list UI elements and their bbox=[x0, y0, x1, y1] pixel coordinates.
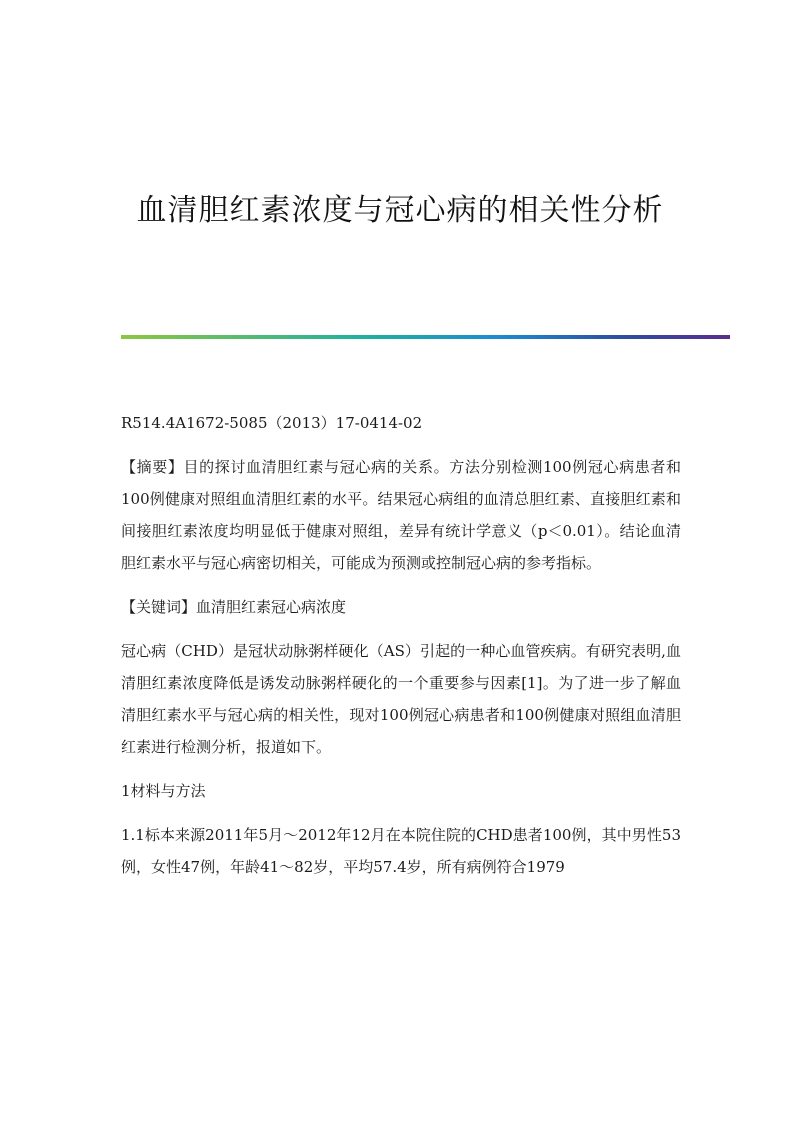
article-body bbox=[121, 407, 681, 895]
keywords-paragraph: 【关键词】血清胆红素冠心病浓度 bbox=[121, 598, 347, 616]
methods-paragraph: 1.1标本来源2011年5月～2012年12月在本院住院的CHD患者100例，其中男性53例，女性47例，年龄41～82岁，平均57.4岁，所有病例符合1979 bbox=[121, 826, 681, 876]
page-title: 血清胆红素浓度与冠心病的相关性分析 bbox=[136, 193, 664, 228]
intro-paragraph: 冠心病（CHD）是冠状动脉粥样硬化（AS）引起的一种心血管疾病。有研究表明,血清胆红素浓度降低是诱发动脉粥样硬化的一个重要参与因素[1]。为了进一步了解血清胆红素水平与冠心病的相关性，现对100例冠心病患者和100例健康对照组血清胆红素进行检测分析，报道如下。 bbox=[121, 642, 681, 756]
abstract-paragraph: 【摘要】目的探讨血清胆红素与冠心病的关系。方法分别检测100例冠心病患者和100例健康对照组血清胆红素的水平。结果冠心病组的血清总胆红素、直接胆红素和间接胆红素浓度均明显低于健康对照组，差异有统计学意义（p＜0.01）。结论血清胆红素水平与冠心病密切相关，可能成为预测或控制冠心病的参考指标。 bbox=[121, 458, 681, 572]
title-divider bbox=[121, 335, 730, 339]
section-heading: 1材料与方法 bbox=[121, 782, 206, 800]
classification-code: R514.4A1672-5085（2013）17-0414-02 bbox=[121, 414, 423, 432]
